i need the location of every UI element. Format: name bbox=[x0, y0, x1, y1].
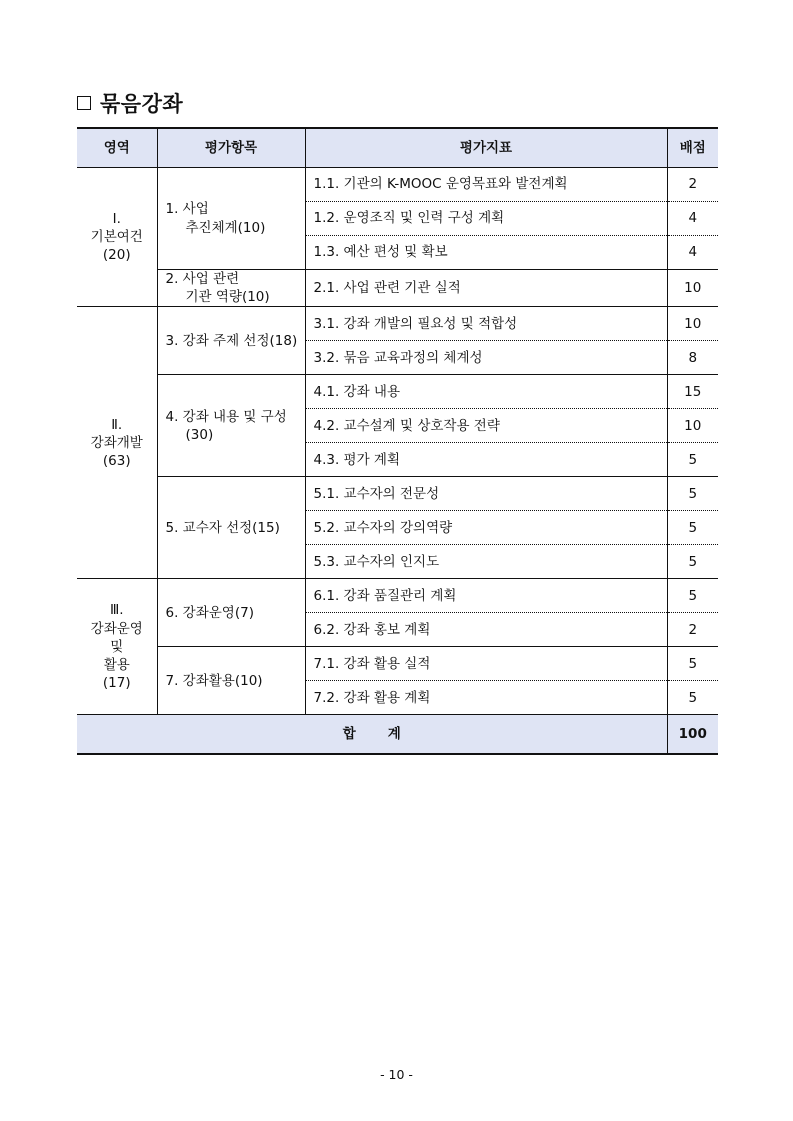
table-row bbox=[77, 477, 718, 511]
score-cell: 5 bbox=[667, 443, 718, 477]
indicator-cell: 1.2. 운영조직 및 인력 구성 계획 bbox=[305, 202, 667, 236]
score-cell: 5 bbox=[667, 477, 718, 511]
table-row bbox=[77, 307, 718, 341]
eval-item-cell bbox=[157, 579, 305, 647]
score-cell: 5 bbox=[667, 681, 718, 715]
area-roman: Ⅲ. bbox=[109, 602, 124, 619]
area-points: (63) bbox=[102, 453, 131, 470]
area-name: 및 bbox=[110, 638, 124, 655]
header-eval-indicator: 평가지표 bbox=[305, 128, 667, 168]
header-area: 영역 bbox=[77, 128, 157, 168]
indicator-cell: 1.3. 예산 편성 및 확보 bbox=[305, 236, 667, 270]
score-cell: 15 bbox=[667, 375, 718, 409]
area-name: 강좌개발 bbox=[90, 434, 143, 451]
eval-item-cell bbox=[157, 477, 305, 579]
indicator-cell: 3.2. 묶음 교육과정의 체계성 bbox=[305, 341, 667, 375]
indicator-cell: 7.2. 강좌 활용 계획 bbox=[305, 681, 667, 715]
total-label: 합계 bbox=[77, 715, 667, 755]
area-name: 기본여건 bbox=[90, 229, 143, 246]
area-points: (17) bbox=[102, 675, 131, 692]
table-row bbox=[77, 647, 718, 681]
eval-item-label: 기관 역량(10) bbox=[185, 289, 270, 306]
area-cell bbox=[77, 168, 157, 307]
score-cell: 5 bbox=[667, 511, 718, 545]
indicator-cell: 7.1. 강좌 활용 실적 bbox=[305, 647, 667, 681]
eval-item-label: 2. 사업 관련 bbox=[165, 271, 240, 287]
indicator-cell: 6.1. 강좌 품질관리 계획 bbox=[305, 579, 667, 613]
table-row bbox=[77, 375, 718, 409]
score-cell: 10 bbox=[667, 270, 718, 307]
indicator-cell: 4.1. 강좌 내용 bbox=[305, 375, 667, 409]
eval-item-label: 5. 교수자 선정(15) bbox=[165, 519, 280, 536]
eval-item-label: 추진체계(10) bbox=[185, 219, 266, 236]
section-title bbox=[77, 88, 183, 118]
eval-item-cell bbox=[157, 270, 305, 307]
area-cell bbox=[77, 307, 157, 579]
eval-item-label: 6. 강좌운영(7) bbox=[165, 604, 254, 621]
area-name: 강좌운영 bbox=[90, 620, 143, 637]
page-number: - 10 - bbox=[380, 1067, 413, 1082]
score-cell: 5 bbox=[667, 647, 718, 681]
header-eval-item: 평가항목 bbox=[157, 128, 305, 168]
table-row bbox=[77, 579, 718, 613]
table-body bbox=[77, 168, 718, 715]
section-title-text: 묶음강좌 bbox=[100, 92, 184, 116]
indicator-cell: 5.1. 교수자의 전문성 bbox=[305, 477, 667, 511]
eval-item-cell bbox=[157, 307, 305, 375]
area-name: 활용 bbox=[103, 657, 130, 674]
indicator-cell: 3.1. 강좌 개발의 필요성 및 적합성 bbox=[305, 307, 667, 341]
eval-item-label: 3. 강좌 주제 선정(18) bbox=[165, 332, 298, 349]
eval-item-label: (30) bbox=[185, 426, 214, 443]
area-roman: Ⅰ. bbox=[112, 210, 121, 227]
indicator-cell: 2.1. 사업 관련 기관 실적 bbox=[305, 270, 667, 307]
eval-item-cell bbox=[157, 647, 305, 715]
score-cell: 4 bbox=[667, 236, 718, 270]
score-cell: 2 bbox=[667, 168, 718, 202]
score-cell: 10 bbox=[667, 409, 718, 443]
table-header-row bbox=[77, 128, 718, 168]
area-cell bbox=[77, 579, 157, 715]
indicator-cell: 5.2. 교수자의 강의역량 bbox=[305, 511, 667, 545]
score-cell: 2 bbox=[667, 613, 718, 647]
eval-item-label: 1. 사업 bbox=[165, 201, 209, 218]
indicator-cell: 4.2. 교수설계 및 상호작용 전략 bbox=[305, 409, 667, 443]
area-roman: Ⅱ. bbox=[111, 416, 123, 433]
eval-item-cell bbox=[157, 168, 305, 270]
score-cell: 8 bbox=[667, 341, 718, 375]
table-row bbox=[77, 270, 718, 307]
table-row bbox=[77, 168, 718, 202]
score-cell: 5 bbox=[667, 545, 718, 579]
score-cell: 10 bbox=[667, 307, 718, 341]
indicator-cell: 1.1. 기관의 K-MOOC 운영목표와 발전계획 bbox=[305, 168, 667, 202]
area-points: (20) bbox=[102, 247, 131, 264]
indicator-cell: 5.3. 교수자의 인지도 bbox=[305, 545, 667, 579]
eval-item-cell bbox=[157, 375, 305, 477]
eval-item-label: 4. 강좌 내용 및 구성 bbox=[165, 408, 287, 425]
header-score: 배점 bbox=[667, 128, 718, 168]
score-cell: 5 bbox=[667, 579, 718, 613]
indicator-cell: 6.2. 강좌 홍보 계획 bbox=[305, 613, 667, 647]
indicator-cell: 4.3. 평가 계획 bbox=[305, 443, 667, 477]
checkbox-square-icon bbox=[77, 96, 91, 110]
eval-item-label: 7. 강좌활용(10) bbox=[165, 672, 263, 689]
total-score: 100 bbox=[667, 715, 718, 755]
score-cell: 4 bbox=[667, 202, 718, 236]
evaluation-table bbox=[77, 127, 718, 755]
total-row bbox=[77, 715, 718, 755]
